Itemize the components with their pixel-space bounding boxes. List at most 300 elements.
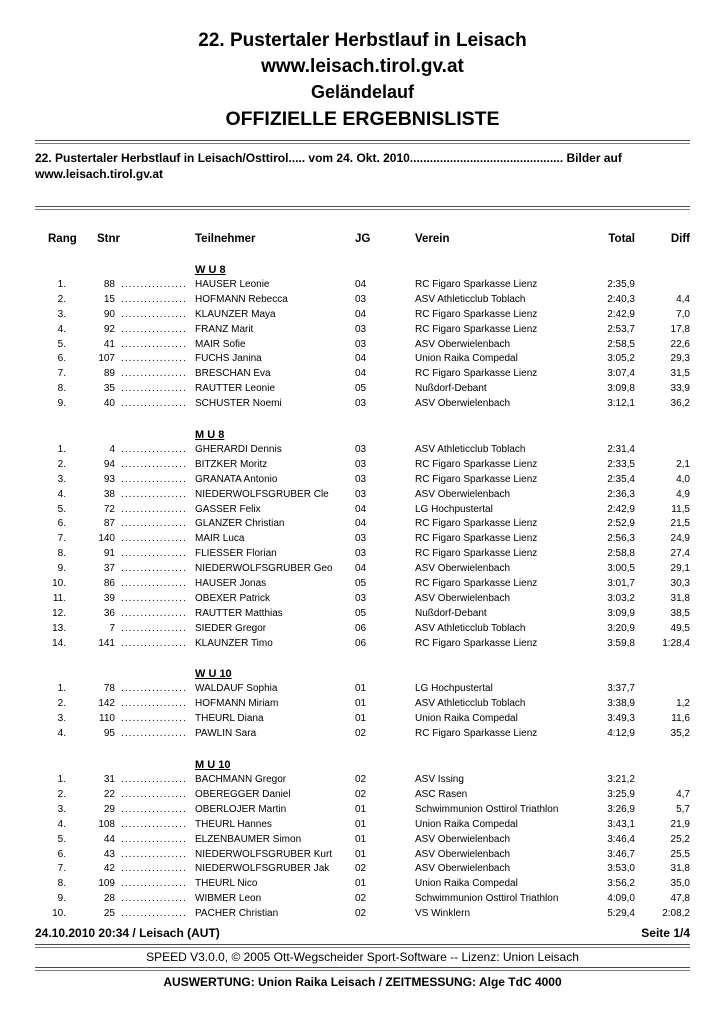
participant-name-cell: MAIR Sofie: [195, 338, 246, 350]
participant-name-cell: KLAUNZER Maya: [195, 308, 276, 320]
birth-year-cell: 03: [355, 548, 367, 560]
results-table: [35, 232, 690, 922]
result-row: [35, 503, 690, 518]
birth-year-cell: 02: [355, 728, 367, 740]
leader-dots: .................: [121, 728, 187, 740]
result-row: [35, 517, 690, 532]
birth-year-cell: 03: [355, 444, 367, 456]
result-row: [35, 352, 690, 367]
club-cell: RC Figaro Sparkasse Lienz: [415, 279, 538, 290]
participant-name-cell: THEURL Hannes: [195, 818, 272, 830]
empty-cell: [415, 665, 575, 682]
event-description-line1: 22. Pustertaler Herbstlauf in Leisach/Osttirol..... vom 24. Okt. 2010.............................................. Bilder auf: [35, 151, 622, 165]
bib-number-cell: 44: [103, 833, 115, 845]
diff-time-cell: 25,5: [670, 848, 690, 860]
rank-cell: 9.: [57, 563, 66, 575]
result-row: [35, 397, 690, 412]
bib-number-cell: 38: [103, 488, 115, 500]
footer-page-number: Seite 1/4: [641, 925, 690, 940]
participant-name-cell: BRESCHAN Eva: [195, 368, 271, 380]
total-time-cell: 3:25,9: [607, 788, 635, 800]
total-time-cell: 3:12,1: [607, 398, 635, 410]
result-row: [35, 562, 690, 577]
total-time-cell: 3:37,7: [607, 683, 635, 695]
result-row: [35, 592, 690, 607]
bib-number-cell: 35: [103, 383, 115, 395]
participant-name-cell: SIEDER Gregor: [195, 622, 267, 634]
rank-cell: 8.: [57, 383, 66, 395]
bib-number-cell: 90: [103, 308, 115, 320]
birth-year-cell: 03: [355, 323, 367, 335]
birth-year-cell: 02: [355, 863, 367, 875]
divider: [35, 967, 690, 971]
event-discipline: Geländelauf: [310, 82, 415, 102]
empty-cell: [115, 756, 195, 773]
empty-cell: [575, 665, 635, 682]
diff-time-cell: 2:08,2: [662, 908, 690, 920]
birth-year-cell: 01: [355, 848, 367, 860]
leader-dots: .................: [121, 683, 187, 695]
total-time-cell: 2:36,3: [607, 488, 635, 500]
bib-number-cell: 37: [103, 563, 115, 575]
results-section: [35, 426, 690, 651]
birth-year-cell: 02: [355, 788, 367, 800]
leader-dots: .................: [121, 323, 187, 335]
participant-name-cell: PAWLIN Sara: [195, 728, 257, 740]
page-footer: [35, 926, 690, 941]
timing-credit: AUSWERTUNG: Union Raika Leisach / ZEITMESSUNG: Alge TdC 4000: [163, 974, 562, 989]
participant-name-cell: RAUTTER Matthias: [195, 607, 283, 619]
result-row: [35, 382, 690, 397]
result-row: [35, 293, 690, 308]
result-row: [35, 697, 690, 712]
section-heading-cell: [195, 261, 353, 278]
section-heading-row: [35, 756, 690, 771]
divider: [35, 206, 690, 210]
empty-cell: [575, 756, 635, 773]
empty-cell: [66, 261, 115, 278]
empty-cell: [115, 426, 195, 443]
column-header-teilnehmer: Teilnehmer: [195, 233, 256, 245]
club-cell: RC Figaro Sparkasse Lienz: [415, 548, 538, 560]
empty-cell: [66, 426, 115, 443]
column-header-stnr: Stnr: [97, 233, 120, 245]
total-time-cell: 3:53,0: [607, 863, 635, 875]
participant-name-cell: HOFMANN Rebecca: [195, 293, 288, 305]
bib-number-cell: 109: [98, 878, 115, 890]
bib-number-cell: 107: [98, 353, 115, 365]
bib-number-cell: 140: [98, 533, 115, 545]
section-heading: M U 8: [195, 429, 225, 442]
empty-cell: [635, 261, 690, 278]
rank-cell: 14.: [52, 637, 66, 649]
participant-name-cell: NIEDERWOLFSGRUBER Kurt: [195, 848, 333, 860]
table-header-row: [35, 232, 690, 247]
rank-cell: 3.: [57, 803, 66, 815]
empty-cell: [635, 665, 690, 682]
participant-name-cell: GRANATA Antonio: [195, 473, 278, 485]
birth-year-cell: 03: [355, 398, 367, 410]
total-time-cell: 2:53,7: [607, 323, 635, 335]
rank-cell: 6.: [57, 518, 66, 530]
club-cell: RC Figaro Sparkasse Lienz: [415, 637, 538, 649]
rank-cell: 7.: [57, 368, 66, 380]
participant-name-cell: OBEXER Patrick: [195, 592, 271, 604]
birth-year-cell: 06: [355, 622, 367, 634]
bib-number-cell: 72: [103, 503, 115, 515]
diff-time-cell: 49,5: [670, 622, 690, 634]
club-cell: ASV Oberwielenbach: [415, 563, 511, 575]
participant-name-cell: THEURL Nico: [195, 878, 258, 890]
document-header: [35, 28, 690, 133]
diff-time-cell: 29,1: [670, 563, 690, 575]
bib-number-cell: 86: [103, 578, 115, 590]
rank-cell: 6.: [57, 848, 66, 860]
participant-name-cell: GHERARDI Dennis: [195, 444, 282, 456]
total-time-cell: 2:56,3: [607, 533, 635, 545]
total-time-cell: 2:58,5: [607, 338, 635, 350]
divider: [35, 944, 690, 948]
event-title: 22. Pustertaler Herbstlauf in Leisach: [198, 30, 527, 51]
rank-cell: 4.: [57, 488, 66, 500]
empty-cell: [575, 426, 635, 443]
bib-number-cell: 42: [103, 863, 115, 875]
result-row: [35, 547, 690, 562]
birth-year-cell: 01: [355, 818, 367, 830]
total-time-cell: 2:52,9: [607, 518, 635, 530]
birth-year-cell: 02: [355, 774, 367, 786]
empty-cell: [35, 756, 66, 773]
bib-number-cell: 108: [98, 818, 115, 830]
leader-dots: .................: [121, 279, 187, 290]
result-row: [35, 532, 690, 547]
diff-time-cell: 5,7: [676, 803, 690, 815]
leader-dots: .................: [121, 893, 187, 905]
bib-number-cell: 142: [98, 698, 115, 710]
bib-number-cell: 31: [103, 774, 115, 786]
birth-year-cell: 01: [355, 683, 367, 695]
total-time-cell: 3:09,8: [607, 383, 635, 395]
bib-number-cell: 40: [103, 398, 115, 410]
rank-cell: 7.: [57, 863, 66, 875]
diff-time-cell: 1:28,4: [662, 637, 690, 649]
diff-time-cell: 22,6: [670, 338, 690, 350]
club-cell: RC Figaro Sparkasse Lienz: [415, 458, 538, 470]
empty-cell: [415, 756, 575, 773]
participant-name-cell: WALDAUF Sophia: [195, 683, 278, 695]
rank-cell: 1.: [57, 774, 66, 786]
total-time-cell: 3:26,9: [607, 803, 635, 815]
leader-dots: .................: [121, 518, 187, 530]
bib-number-cell: 7: [109, 622, 115, 634]
total-time-cell: 3:00,5: [607, 563, 635, 575]
rank-cell: 2.: [57, 293, 66, 305]
birth-year-cell: 04: [355, 518, 367, 530]
club-cell: RC Figaro Sparkasse Lienz: [415, 728, 538, 740]
results-section: [35, 756, 690, 922]
leader-dots: .................: [121, 444, 187, 456]
club-cell: RC Figaro Sparkasse Lienz: [415, 368, 538, 380]
leader-dots: .................: [121, 548, 187, 560]
participant-name-cell: OBEREGGER Daniel: [195, 788, 291, 800]
diff-time-cell: [635, 278, 690, 293]
rank-cell: 4.: [57, 728, 66, 740]
empty-cell: [115, 665, 195, 682]
birth-year-cell: 03: [355, 533, 367, 545]
bib-number-cell: 87: [103, 518, 115, 530]
diff-time-cell: 21,5: [670, 518, 690, 530]
diff-time-cell: 31,8: [670, 863, 690, 875]
diff-time-cell: 35,0: [670, 878, 690, 890]
birth-year-cell: 04: [355, 368, 367, 380]
club-cell: Union Raika Compedal: [415, 818, 518, 830]
result-row: [35, 773, 690, 788]
leader-dots: .................: [121, 848, 187, 860]
rank-cell: 5.: [57, 833, 66, 845]
empty-cell: [353, 665, 415, 682]
rank-cell: 8.: [57, 878, 66, 890]
participant-name-cell: ELZENBAUMER Simon: [195, 833, 302, 845]
leader-dots: .................: [121, 533, 187, 545]
diff-time-cell: 31,5: [670, 368, 690, 380]
leader-dots: .................: [121, 637, 187, 649]
empty-cell: [35, 665, 66, 682]
rank-cell: 5.: [57, 503, 66, 515]
participant-name-cell: NIEDERWOLFSGRUBER Cle: [195, 488, 329, 500]
club-cell: ASV Oberwielenbach: [415, 863, 511, 875]
participant-name-cell: GASSER Felix: [195, 503, 261, 515]
rank-cell: 10.: [52, 908, 66, 920]
club-cell: ASV Athleticclub Toblach: [415, 293, 526, 305]
diff-time-cell: [635, 443, 690, 458]
bib-number-cell: 78: [103, 683, 115, 695]
bib-number-cell: 95: [103, 728, 115, 740]
total-time-cell: 3:43,1: [607, 818, 635, 830]
section-heading-row: [35, 426, 690, 441]
total-time-cell: 3:09,9: [607, 607, 635, 619]
result-row: [35, 682, 690, 697]
empty-cell: [415, 426, 575, 443]
participant-name-cell: THEURL Diana: [195, 713, 264, 725]
leader-dots: .................: [121, 308, 187, 320]
participant-name-cell: FRANZ Marit: [195, 323, 254, 335]
result-row: [35, 877, 690, 892]
result-row: [35, 892, 690, 907]
leader-dots: .................: [121, 368, 187, 380]
empty-cell: [635, 426, 690, 443]
result-row: [35, 607, 690, 622]
club-cell: ASC Rasen: [415, 788, 468, 800]
empty-cell: [575, 261, 635, 278]
diff-time-cell: 25,2: [670, 833, 690, 845]
diff-time-cell: [635, 773, 690, 788]
bib-number-cell: 110: [99, 713, 115, 725]
leader-dots: .................: [121, 338, 187, 350]
birth-year-cell: 04: [355, 563, 367, 575]
section-heading-cell: [195, 426, 353, 443]
participant-name-cell: BACHMANN Gregor: [195, 774, 287, 786]
diff-time-cell: 1,2: [676, 698, 690, 710]
empty-cell: [35, 261, 66, 278]
bib-number-cell: 22: [103, 788, 115, 800]
leader-dots: .................: [121, 488, 187, 500]
divider: [35, 140, 690, 144]
result-row: [35, 818, 690, 833]
leader-dots: .................: [121, 908, 187, 920]
total-time-cell: 2:35,4: [607, 473, 635, 485]
total-time-cell: 3:20,9: [607, 622, 635, 634]
column-header-diff: Diff: [670, 233, 690, 245]
rank-cell: 4.: [57, 818, 66, 830]
rank-cell: 7.: [57, 533, 66, 545]
leader-dots: .................: [121, 713, 187, 725]
result-row: [35, 278, 690, 293]
leader-dots: .................: [121, 878, 187, 890]
rank-cell: 3.: [57, 713, 66, 725]
rank-cell: 2.: [57, 698, 66, 710]
club-cell: Nußdorf-Debant: [415, 383, 487, 395]
club-cell: ASV Athleticclub Toblach: [415, 698, 526, 710]
leader-dots: .................: [121, 592, 187, 604]
leader-dots: .................: [121, 293, 187, 305]
participant-name-cell: NIEDERWOLFSGRUBER Jak: [195, 863, 330, 875]
bib-number-cell: 89: [103, 368, 115, 380]
diff-time-cell: 36,2: [670, 398, 690, 410]
section-heading-row: [35, 665, 690, 680]
participant-name-cell: KLAUNZER Timo: [195, 637, 273, 649]
leader-dots: .................: [121, 698, 187, 710]
empty-cell: [66, 665, 115, 682]
club-cell: ASV Oberwielenbach: [415, 833, 511, 845]
club-cell: RC Figaro Sparkasse Lienz: [415, 578, 538, 590]
club-cell: LG Hochpustertal: [415, 503, 493, 515]
result-row: [35, 833, 690, 848]
results-section: [35, 665, 690, 742]
bib-number-cell: 92: [103, 323, 115, 335]
total-time-cell: 2:42,9: [607, 503, 635, 515]
empty-cell: [66, 756, 115, 773]
result-row: [35, 712, 690, 727]
club-cell: RC Figaro Sparkasse Lienz: [415, 473, 538, 485]
diff-time-cell: 35,2: [670, 728, 690, 740]
leader-dots: .................: [121, 353, 187, 365]
club-cell: RC Figaro Sparkasse Lienz: [415, 323, 538, 335]
diff-time-cell: 33,9: [670, 383, 690, 395]
participant-name-cell: NIEDERWOLFSGRUBER Geo: [195, 563, 333, 575]
diff-time-cell: 21,9: [670, 818, 690, 830]
bib-number-cell: 93: [103, 473, 115, 485]
result-row: [35, 637, 690, 652]
diff-time-cell: 30,3: [670, 578, 690, 590]
club-cell: ASV Oberwielenbach: [415, 488, 511, 500]
empty-cell: [115, 261, 195, 278]
leader-dots: .................: [121, 863, 187, 875]
club-cell: RC Figaro Sparkasse Lienz: [415, 533, 538, 545]
bib-number-cell: 15: [103, 293, 115, 305]
birth-year-cell: 01: [355, 698, 367, 710]
birth-year-cell: 05: [355, 607, 367, 619]
column-header-verein: Verein: [415, 233, 450, 245]
result-row: [35, 458, 690, 473]
participant-name-cell: GLANZER Christian: [195, 518, 285, 530]
participant-name-cell: PACHER Christian: [195, 908, 279, 920]
participant-name-cell: MAIR Luca: [195, 533, 245, 545]
bib-number-cell: 43: [103, 848, 115, 860]
total-time-cell: 2:35,9: [607, 279, 635, 290]
leader-dots: .................: [121, 398, 187, 410]
empty-cell: [415, 261, 575, 278]
diff-time-cell: 4,0: [676, 473, 690, 485]
result-row: [35, 727, 690, 742]
leader-dots: .................: [121, 833, 187, 845]
birth-year-cell: 03: [355, 473, 367, 485]
empty-cell: [353, 756, 415, 773]
participant-name-cell: HOFMANN Miriam: [195, 698, 279, 710]
footer-datetime-place: 24.10.2010 20:34 / Leisach (AUT): [35, 925, 220, 940]
diff-time-cell: 2,1: [676, 458, 690, 470]
result-row: [35, 788, 690, 803]
participant-name-cell: WIBMER Leon: [195, 893, 262, 905]
participant-name-cell: HAUSER Leonie: [195, 279, 270, 290]
birth-year-cell: 01: [355, 803, 367, 815]
empty-cell: [635, 756, 690, 773]
section-heading: W U 10: [195, 668, 232, 681]
club-cell: ASV Oberwielenbach: [415, 848, 511, 860]
result-row: [35, 308, 690, 323]
diff-time-cell: 11,6: [671, 713, 690, 725]
birth-year-cell: 01: [355, 878, 367, 890]
total-time-cell: 3:07,4: [607, 368, 635, 380]
club-cell: RC Figaro Sparkasse Lienz: [415, 518, 538, 530]
bib-number-cell: 141: [98, 637, 115, 649]
total-time-cell: 3:05,2: [607, 353, 635, 365]
results-section: [35, 261, 690, 412]
event-description: [35, 150, 690, 182]
birth-year-cell: 01: [355, 713, 367, 725]
bib-number-cell: 4: [109, 444, 115, 456]
rank-cell: 3.: [57, 473, 66, 485]
total-time-cell: 3:38,9: [607, 698, 635, 710]
empty-cell: [353, 261, 415, 278]
diff-time-cell: 31,8: [670, 592, 690, 604]
total-time-cell: 3:49,3: [607, 713, 635, 725]
diff-time-cell: 4,9: [676, 488, 690, 500]
diff-time-cell: 4,7: [676, 788, 690, 800]
software-credit: SPEED V3.0.0, © 2005 Ott-Wegscheider Sport-Software -- Lizenz: Union Leisach: [146, 949, 579, 964]
leader-dots: .................: [121, 774, 187, 786]
participant-name-cell: SCHUSTER Noemi: [195, 398, 282, 410]
total-time-cell: 3:21,2: [607, 774, 635, 786]
results-sections: [35, 261, 690, 922]
total-time-cell: 2:31,4: [607, 444, 635, 456]
rank-cell: 1.: [57, 444, 66, 456]
rank-cell: 12.: [52, 607, 66, 619]
birth-year-cell: 03: [355, 293, 367, 305]
diff-time-cell: 4,4: [676, 293, 690, 305]
document-type-title: OFFIZIELLE ERGEBNISLISTE: [225, 108, 500, 130]
column-header-rang: Rang: [48, 233, 77, 245]
birth-year-cell: 04: [355, 308, 367, 320]
club-cell: Schwimmunion Osttirol Triathlon: [415, 893, 559, 905]
rank-cell: 10.: [52, 578, 66, 590]
total-time-cell: 4:09,0: [607, 893, 635, 905]
participant-name-cell: BITZKER Moritz: [195, 458, 268, 470]
birth-year-cell: 03: [355, 338, 367, 350]
birth-year-cell: 04: [355, 279, 367, 290]
empty-cell: [35, 426, 66, 443]
club-cell: Nußdorf-Debant: [415, 607, 487, 619]
rank-cell: 13.: [52, 622, 66, 634]
